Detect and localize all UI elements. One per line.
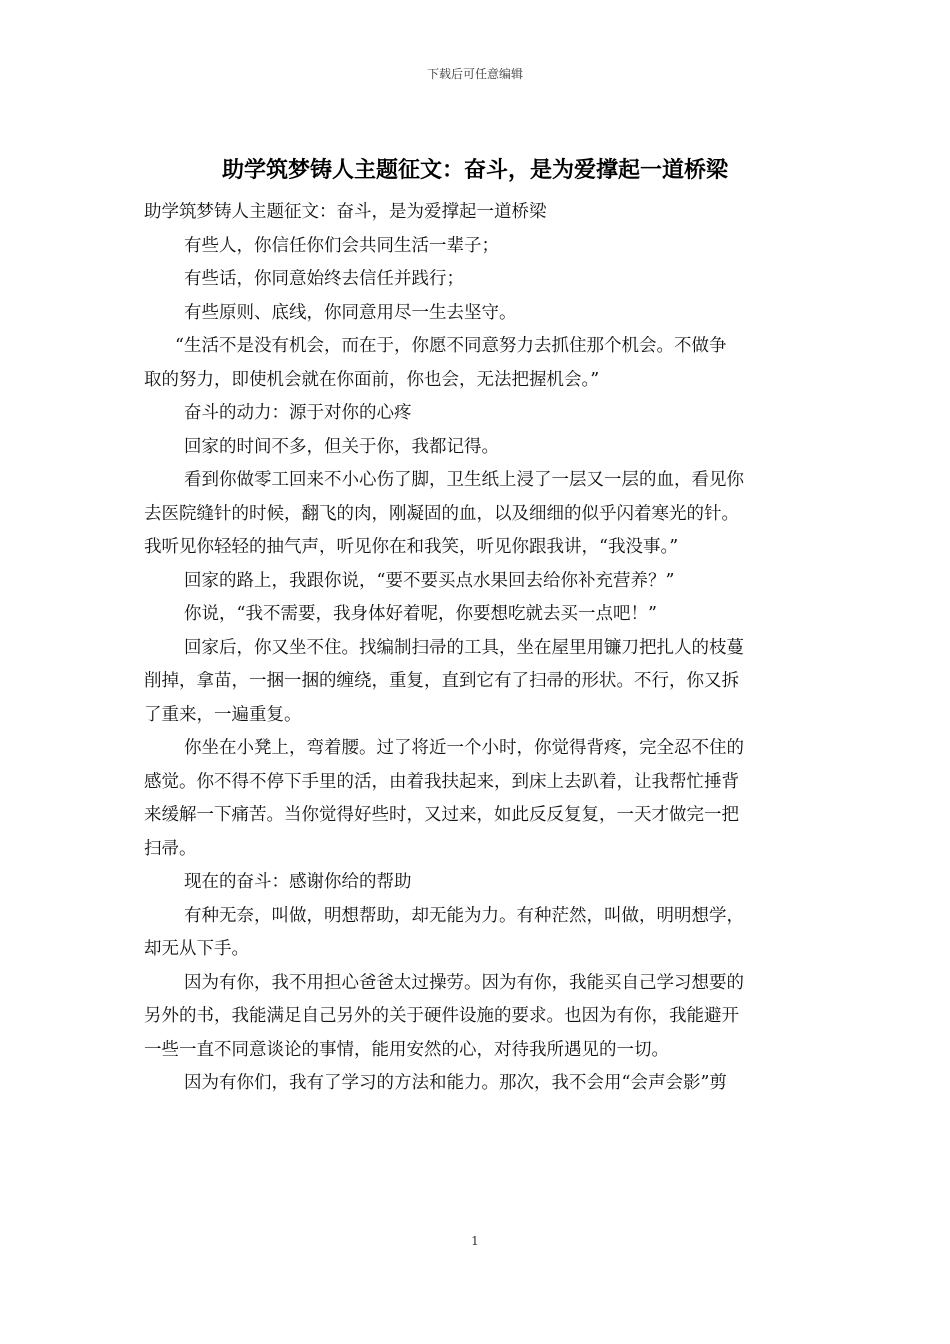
page-header: 下载后可任意编辑: [426, 67, 523, 81]
text-line: 扫帚。: [144, 838, 197, 859]
text-line: 去医院缝针的时候，翻飞的肉，刚凝固的血，以及细细的似乎闪着寒光的针。: [144, 503, 739, 524]
text-line: 有些原则、底线，你同意用尽一生去坚守。: [184, 302, 517, 323]
text-line: 因为有你，我不用担心爸爸太过操劳。因为有你，我能买自己学习想要的: [184, 972, 744, 993]
text-line: 削掉，拿苗，一捆一捆的缠绕，重复，直到它有了扫帚的形状。不行，你又拆: [144, 671, 739, 691]
text-line: 我听见你轻轻的抽气声，听见你在和我笑，听见你跟我讲，“我没事。”: [144, 537, 679, 557]
section-heading: 奋斗的动力：源于对你的心疼: [184, 403, 412, 423]
text-line: 有些话，你同意始终去信任并践行；: [184, 269, 464, 289]
text-line: 你坐在小凳上，弯着腰。过了将近一个小时，你觉得背疼，完全忍不住的: [184, 738, 744, 758]
page-number: 1: [471, 1234, 479, 1248]
text-line: 回家的路上，我跟你说，“要不要买点水果回去给你补充营养？”: [184, 570, 675, 591]
text-line: 你说，“我不需要，我身体好着呢，你要想吃就去买一点吧！”: [184, 604, 657, 624]
section-heading: 现在的奋斗：感谢你给的帮助: [184, 872, 412, 892]
text-line: 感觉。你不得不停下手里的活，由着我扶起来，到床上去趴着，让我帮忙捶背: [144, 771, 739, 792]
text-line: 有些人，你信任你们会共同生活一辈子；: [184, 235, 499, 256]
document-body: [144, 196, 808, 1101]
text-line: 回家后，你又坐不住。找编制扫帚的工具，坐在屋里用镰刀把扎人的枝蔓: [184, 637, 744, 658]
text-line: 有种无奈，叫做，明想帮助，却无能为力。有种茫然，叫做，明明想学，: [184, 905, 744, 926]
text-line: “生活不是没有机会，而在于，你愿不同意努力去抓住那个机会。不做争: [175, 336, 727, 356]
text-line: 回家的时间不多，但关于你，我都记得。: [184, 436, 499, 457]
text-line: 了重来，一遍重复。: [144, 704, 302, 725]
text-line: 来缓解一下痛苦。当你觉得好些时，又过来，如此反反复复，一天才做完一把: [144, 805, 739, 825]
text-line: 一些一直不同意谈论的事情，能用安然的心，对待我所遇见的一切。: [144, 1039, 669, 1060]
document-title: 助学筑梦铸人主题征文：奋斗，是为爱撑起一道桥梁: [221, 157, 728, 183]
text-line: 因为有你们，我有了学习的方法和能力。那次，我不会用“会声会影”剪: [184, 1073, 727, 1093]
text-line: 取的努力，即使机会就在你面前，你也会，无法把握机会。”: [144, 369, 600, 390]
text-line: 却无从下手。: [144, 939, 249, 959]
text-line: 另外的书，我能满足自己另外的关于硬件设施的要求。也因为有你，我能避开: [144, 1006, 739, 1026]
text-line: 看到你做零工回来不小心伤了脚，卫生纸上浸了一层又一层的血，看见你: [184, 470, 744, 490]
text-line: 助学筑梦铸人主题征文：奋斗，是为爱撑起一道桥梁: [144, 202, 547, 222]
